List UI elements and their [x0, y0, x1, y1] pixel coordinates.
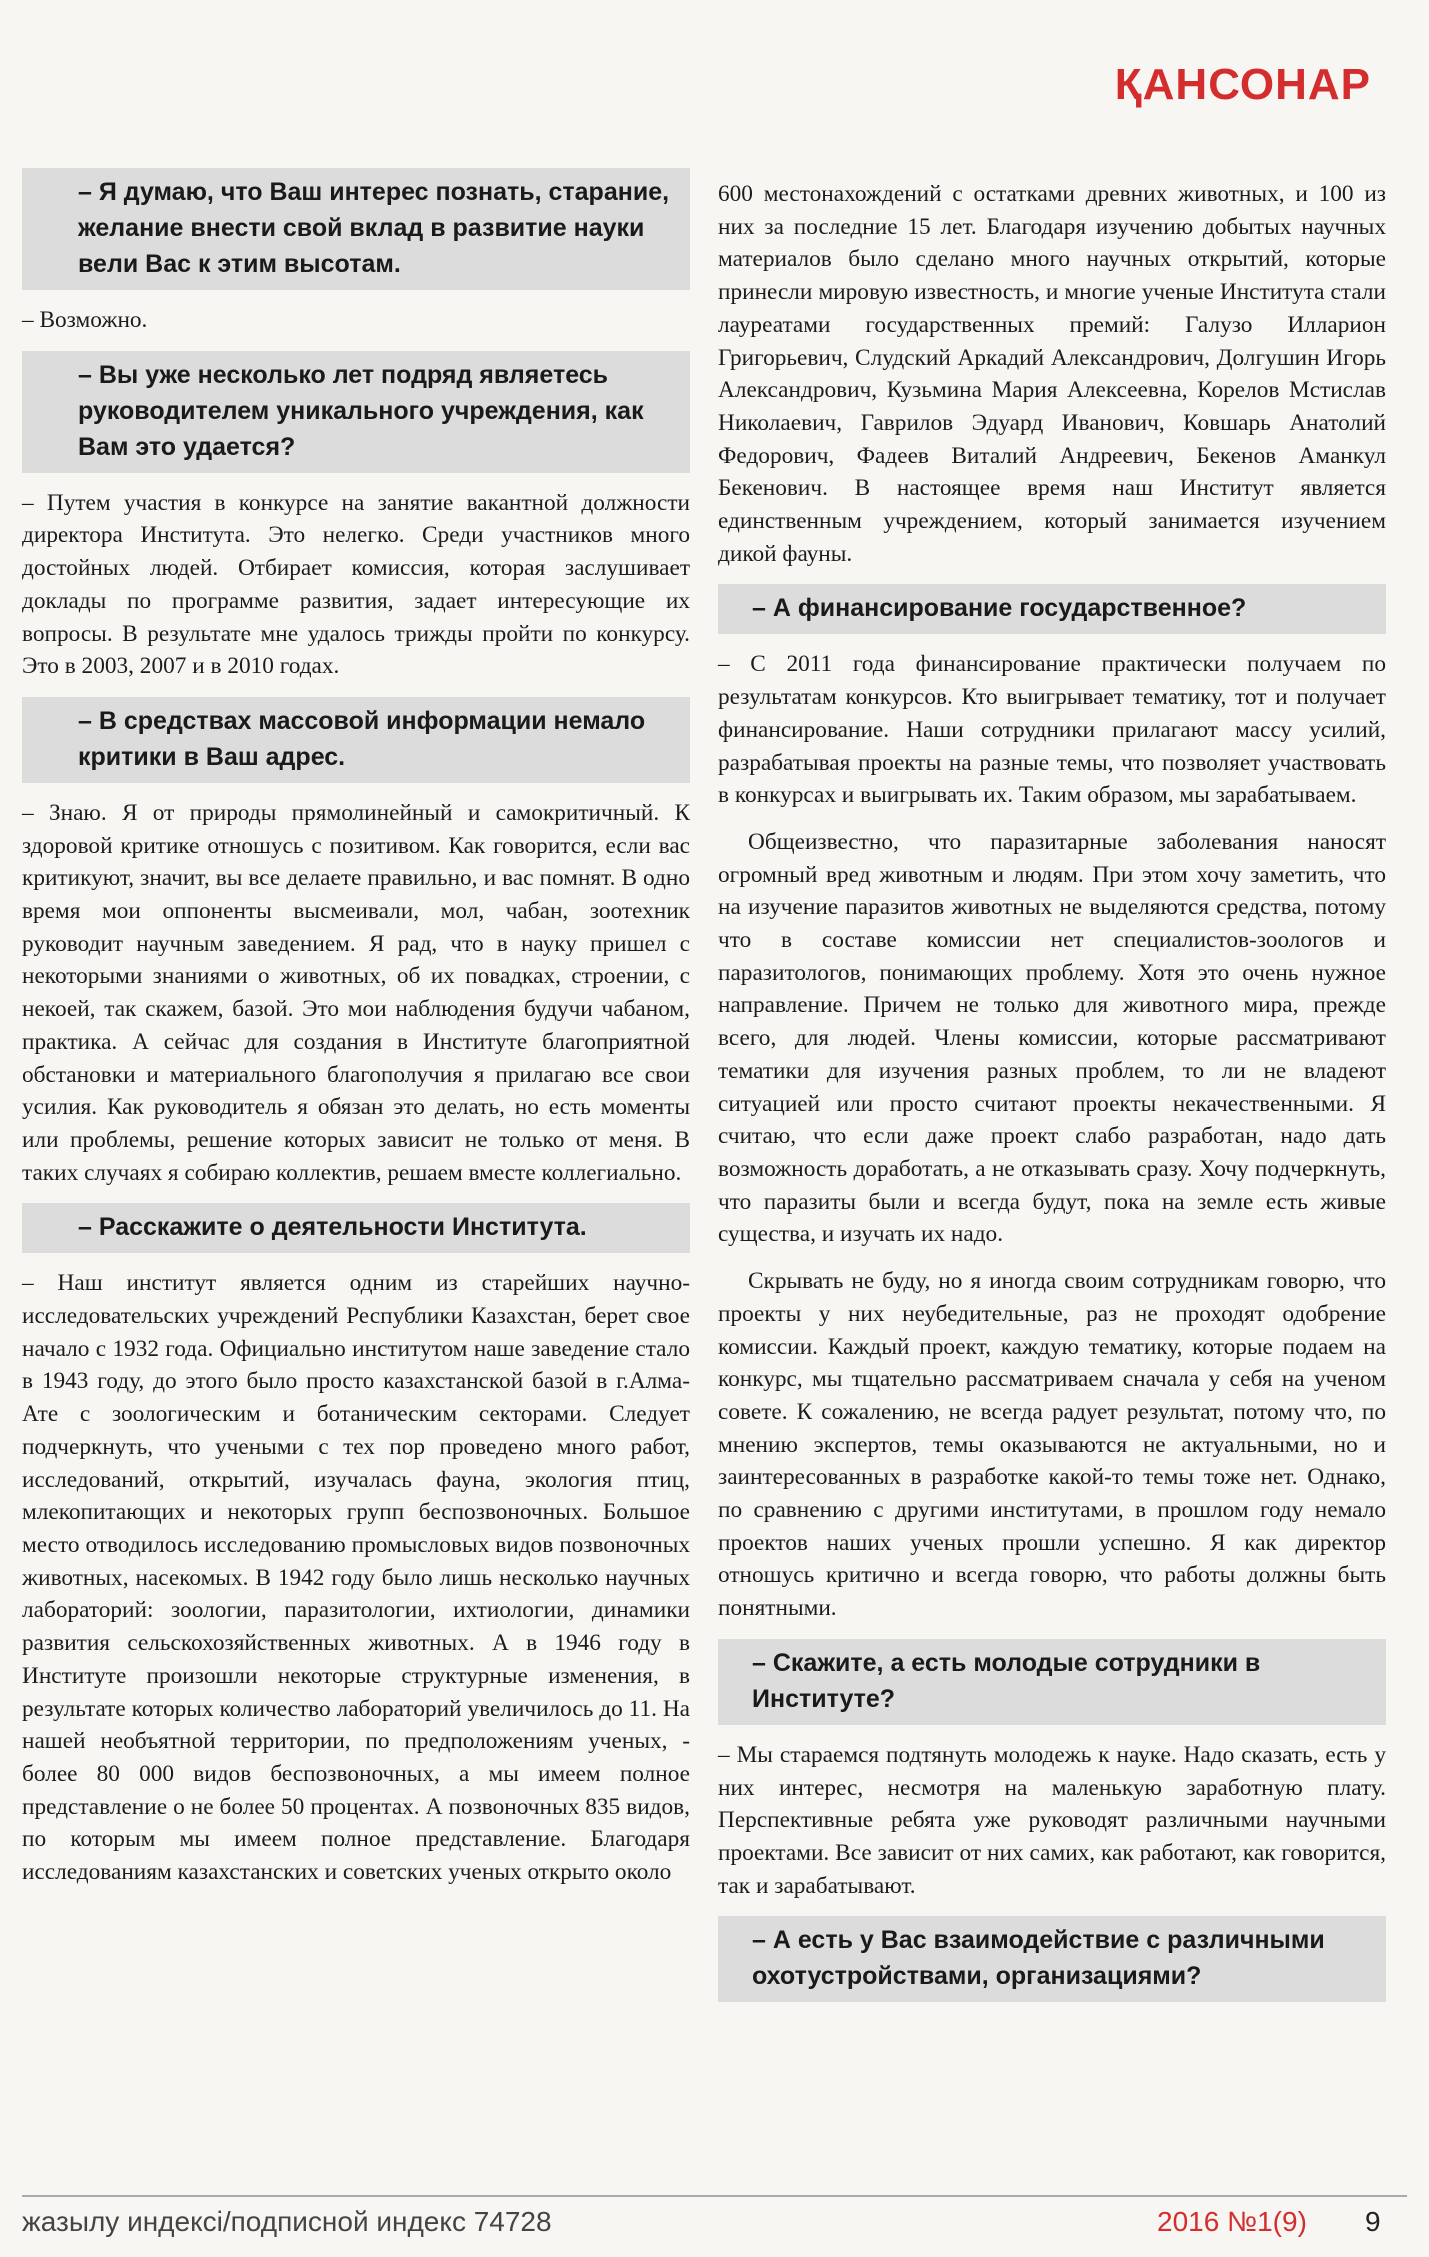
question: – Расскажите о деятельности Института.	[22, 1203, 690, 1253]
answer: – Путем участия в конкурсе на занятие вакантной должности директора Института. Это нелегко. Среди участников много достойных людей. Отбирает комиссия, которая заслушивает доклады по программе развития, задает интересующие их вопросы. В результате мне удалось трижды пройти по конкурсу. Это в 2003, 2007 и в 2010 годах.	[22, 489, 690, 680]
question: – В средствах массовой информации немало критики в Ваш адрес.	[22, 697, 690, 783]
answer: 600 местонахождений с остатками древних животных, и 100 из них за последние 15 лет. Благодаря изучению добытых научных материалов было сделано много научных открытий, которые принесли мировую известность, и многие ученые Института стали лауреатами государственных премий: Галузо Илларион Григорьевич, Слудский Аркадий Александрович, Долгушин Игорь Александрович, Кузьмина Мария Алексеевна, Корелов Мстислав Николаевич, Гаврилов Эдуард Иванович, Ковшарь Анатолий Федорович, Фадеев Виталий Андреевич, Бекенов Аманкул Бекенович. В настоящее время наш Институт является единственным учреждением, который занимается изучением дикой фауны.	[718, 181, 1386, 567]
page-number: 9	[1365, 2206, 1381, 2237]
question: – А есть у Вас взаимодействие с различными охотустройствами, организациями?	[718, 1916, 1386, 2002]
answer: – Наш институт является одним из старейших научно-исследовательских учреждений Республики Казахстан, берет свое начало с 1932 года. Официально институтом наше заведение стало в 1943 году, до этого было просто казахстанской базой в г.Алма-Ате с зоологическим и ботаническим секторами. Следует подчеркнуть, что учеными с тех пор проведено много работ, исследований, открытий, изучалась фауна, экология птиц, млекопитающих и некоторых групп беспозвоночных. Большое место отводилось исследованию промысловых видов позвоночных животных, насекомых. В 1942 году было лишь несколько научных лабораторий: зоологии, паразитологии, ихтиологии, динамики развития сельскохозяйственных животных. А в 1946 году в Институте произошли некоторые структурные изменения, в результате которых количество лабораторий увеличилось до 11. На нашей необъятной территории, по предположениям ученых, - более 80 000 видов беспозвоночных, а мы имеем полное представление о не более 50 процентах. А позвоночных 835 видов, по которым мы имеем полное представление. Благодаря исследованиям казахстанских и советских ученых открыто около	[22, 1270, 690, 1886]
right-column	[718, 178, 1386, 2016]
issue-number: 2016 №1(9)	[1157, 2206, 1307, 2237]
magazine-logo: ҚАНСОНАР	[1114, 60, 1371, 109]
footer-divider	[22, 2195, 1407, 2197]
answer: – Мы стараемся подтянуть молодежь к науке. Надо сказать, есть у них интерес, несмотря на маленькую заработную плату. Перспективные ребята уже руководят различными научными проектами. Все зависит от них самих, как работают, как говорится, так и зарабатывают.	[718, 1741, 1386, 1899]
answer: – Возможно.	[22, 307, 148, 333]
left-column	[22, 168, 690, 1903]
answer: – С 2011 года финансирование практически получаем по результатам конкурсов. Кто выигрывает тематику, тот и получает финансирование. Наши сотрудники прилагают массу усилий, разрабатывая проекты на разные темы, что позволяет участвовать в конкурсах и выигрывать их. Таким образом, мы зарабатываем.	[718, 651, 1386, 809]
answer-paragraph: Скрывать не буду, но я иногда своим сотрудникам говорю, что проекты у них неубедительные, раз не проходят одобрение комиссии. Каждый проект, каждую тематику, которые подаем на конкурс, мы тщательно рассматриваем сначала у себя на ученом совете. К сожалению, не всегда радует результат, потому что, по мнению экспертов, темы оказываются не актуальными, но и заинтересованных в разработке какой-то темы тоже нет. Однако, по сравнению с другими институтами, в прошлом году немало проектов наших ученых прошли успешно. Я как директор отношусь критично и всегда говорю, что работы должны быть понятными.	[718, 1268, 1386, 1622]
question: – Я думаю, что Ваш интерес познать, старание, желание внести свой вклад в развитие науки вели Вас к этим высотам.	[22, 168, 690, 290]
answer: – Знаю. Я от природы прямолинейный и самокритичный. К здоровой критике отношусь с позитивом. Как говорится, если вас критикуют, значит, вы все делаете правильно, и вас помнят. В одно время мои оппоненты высмеивали, мол, чабан, зоотехник руководит научным заведением. Я рад, что в науку пришел с некоторыми знаниями о животных, об их повадках, строении, с некоей, так скажем, базой. Это мои наблюдения будучи чабаном, практика. А сейчас для создания в Институте благоприятной обстановки и материального благополучия я прилагаю все свои усилия. Как руководитель я обязан это делать, но есть моменты или проблемы, решение которых зависит не только от меня. В таких случаях я собираю коллектив, решаем вместе коллегиально.	[22, 799, 690, 1186]
subscription-index: жазылу индексі/подписной индекс 74728	[22, 2206, 552, 2237]
question: – Скажите, а есть молодые сотрудники в Институте?	[718, 1639, 1386, 1725]
question: – А финансирование государственное?	[718, 584, 1386, 634]
question: – Вы уже несколько лет подряд являетесь руководителем уникального учреждения, как Вам это удается?	[22, 351, 690, 473]
answer-paragraph: Общеизвестно, что паразитарные заболевания наносят огромный вред животным и людям. При этом хочу заметить, что на изучение паразитов животных не выделяются средства, потому что в составе комиссии нет специалистов-зоологов и паразитологов, понимающих проблему. Хотя это очень нужное направление. Причем не только для животного мира, прежде всего, для людей. Члены комиссии, которые рассматривают тематики для изучения разных проблем, то ли не владеют ситуацией или просто считают проекты некачественными. Я считаю, что если даже проект слабо разработан, надо дать возможность доработать, а не отказывать сразу. Хочу подчеркнуть, что паразиты были и всегда будут, пока на земле есть живые существа, и изучать их надо.	[718, 828, 1386, 1248]
